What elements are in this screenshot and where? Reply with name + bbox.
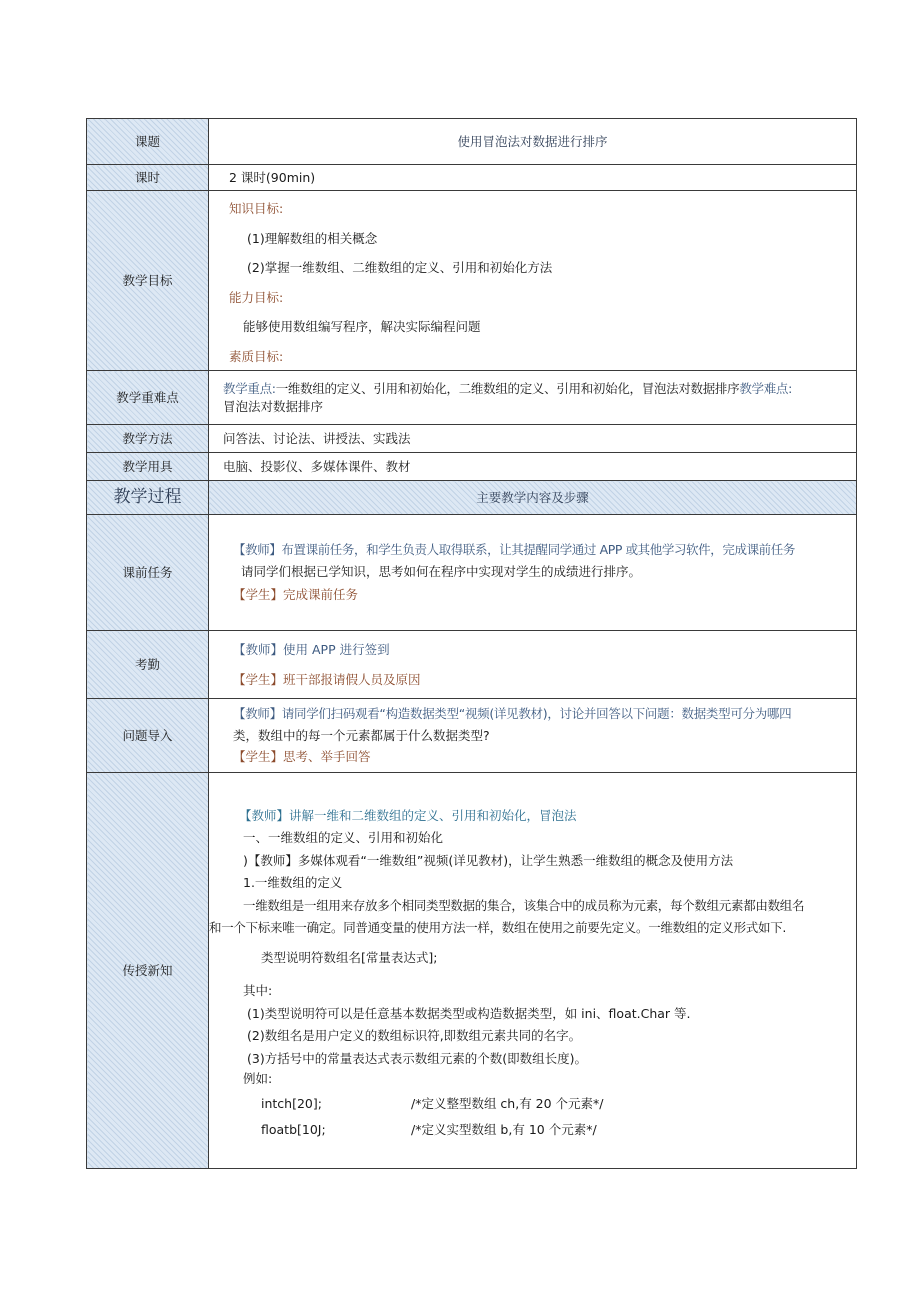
objectives-content: [209, 191, 857, 371]
intro-label: 问题导入: [87, 699, 209, 773]
attendance-teacher-line: [233, 641, 850, 659]
focus-line-1: [223, 380, 854, 398]
focus-label: 教学重难点: [87, 371, 209, 425]
preclass-student-line: [233, 586, 854, 604]
example-comment: /*定义整型数组 ch,有 20 个元素*/: [411, 1095, 604, 1111]
topic-label: 课题: [87, 119, 209, 165]
key-point-text: 一维数组的定义、引用和初始化，二维数组的定义、引用和初始化，冒泡法对数据排序: [275, 381, 740, 396]
hours-row: [87, 165, 857, 191]
attendance-row: [87, 631, 857, 699]
intro-row: [87, 699, 857, 773]
tools-text: 电脑、投影仪、多媒体课件、教材: [209, 453, 857, 481]
preclass-label: 课前任务: [87, 515, 209, 631]
knowledge-item-2: (2)掌握一维数组、二维数组的定义、引用和初始化方法: [247, 260, 553, 275]
where-label: 其中:: [243, 983, 273, 998]
example-row-1: [209, 1095, 854, 1113]
section-heading: 一、一维数组的定义、引用和初始化: [243, 830, 444, 845]
teacher-tag: 【教师】: [233, 706, 282, 722]
methods-text: 问答法、讨论法、讲授法、实践法: [209, 425, 857, 453]
preclass-row: [87, 515, 857, 631]
attendance-student-line: [233, 671, 850, 689]
teacher-tag: 【教师】: [233, 642, 284, 657]
topic-row: [87, 119, 857, 165]
teacher-tag: 【教师】: [233, 542, 282, 558]
ability-heading: 能力目标:: [229, 289, 284, 305]
key-point-label: 教学重点:: [223, 381, 276, 396]
note-2: (2)数组名是用户定义的数组标识符,即数组元素共同的名字。: [247, 1028, 582, 1043]
methods-row: [87, 425, 857, 453]
paragraph-line-1: 一维数组是一组用来存放多个相同类型数据的集合，该集合中的成员称为元素，每个数组元素都由数组名: [243, 897, 805, 913]
media-line: )【教师】多媒体观看“一维数组”视频(详见教材)，让学生熟悉一维数组的概念及使用方法: [243, 852, 734, 868]
preclass-teacher-line-2: 请同学们根据已学知识，思考如何在程序中实现对学生的成绩进行排序。: [241, 563, 642, 579]
student-tag: 【学生】: [233, 587, 284, 603]
teacher-text: 布置课前任务，和学生负责人取得联系，让其提醒同学通过 APP 或其他学习软件，完成课前任务: [281, 542, 795, 558]
preclass-teacher-line: [233, 541, 854, 559]
quality-heading: 素质目标:: [229, 348, 284, 364]
subsection-heading: 1.一维数组的定义: [243, 875, 343, 890]
knowledge-item-1: (1)理解数组的相关概念: [247, 230, 378, 246]
example-comment: /*定义实型数组 b,有 10 个元素*/: [411, 1122, 597, 1137]
process-header-row: [87, 481, 857, 515]
teacher-text: 使用 APP 进行签到: [283, 642, 390, 657]
attendance-label: 考勤: [87, 631, 209, 699]
focus-content: [209, 371, 857, 425]
hours-value: 2 课时(90min): [209, 165, 857, 191]
intro-teacher-line-2: 类，数组中的每一个元素都属于什么数据类型?: [233, 727, 490, 743]
preclass-content: [209, 515, 857, 631]
knowledge-heading: 知识目标:: [229, 201, 284, 216]
note-3: (3)方括号中的常量表达式表示数组元素的个数(即数组长度)。: [247, 1050, 587, 1066]
paragraph-line-2: 和一个下标来唯一确定。同普通变量的使用方法一样，数组在使用之前要先定义。一维数组的定义形式如下.: [209, 920, 787, 935]
methods-label: 教学方法: [87, 425, 209, 453]
intro-content: [209, 699, 857, 773]
lesson-title: 使用冒泡法对数据进行排序: [209, 119, 857, 165]
syntax-line: 类型说明符数组名[常量表达式];: [261, 949, 438, 965]
student-text: 思考、举手回答: [283, 749, 371, 765]
student-tag: 【学生】: [233, 749, 284, 765]
difficulty-label: 教学难点:: [739, 381, 793, 396]
difficulty-text: 冒泡法对数据排序: [223, 398, 324, 414]
tools-row: [87, 453, 857, 481]
process-header-right: 主要教学内容及步骤: [209, 481, 857, 515]
objectives-label: 教学目标: [87, 191, 209, 371]
note-1: (1)类型说明符可以是任意基本数据类型或构造数据类型，如 ini、float.Char 等.: [247, 1005, 691, 1021]
example-code: intch[20];: [261, 1095, 322, 1111]
teach-label: 传授新知: [87, 773, 209, 1169]
teacher-text: 请同学们扫码观看“构造数据类型“视频(详见教材)，讨论并回答以下问题：数据类型可分为哪四: [281, 706, 792, 722]
teacher-tag: 【教师】: [239, 807, 290, 823]
intro-student-line: [233, 748, 854, 766]
example-label: 例如:: [243, 1071, 273, 1086]
student-tag: 【学生】: [233, 671, 284, 687]
hours-label: 课时: [87, 165, 209, 191]
teach-teacher-line: [209, 807, 854, 825]
ability-item: 能够使用数组编写程序，解决实际编程问题: [243, 319, 481, 334]
example-code: floatb[10J;: [261, 1122, 326, 1137]
focus-row: [87, 371, 857, 425]
teach-row: [87, 773, 857, 1169]
student-text: 完成课前任务: [283, 587, 359, 603]
process-header-left: 教学过程: [87, 481, 209, 515]
lesson-plan-table: [86, 118, 857, 1169]
tools-label: 教学用具: [87, 453, 209, 481]
student-text: 班干部报请假人员及原因: [283, 671, 421, 687]
objectives-row: [87, 191, 857, 371]
example-row-2: [209, 1121, 854, 1139]
teacher-text: 讲解一维和二维数组的定义、引用和初始化，冒泡法: [289, 807, 577, 823]
teach-content: [209, 773, 857, 1169]
intro-teacher-line: [233, 705, 854, 723]
attendance-content: [209, 631, 857, 699]
